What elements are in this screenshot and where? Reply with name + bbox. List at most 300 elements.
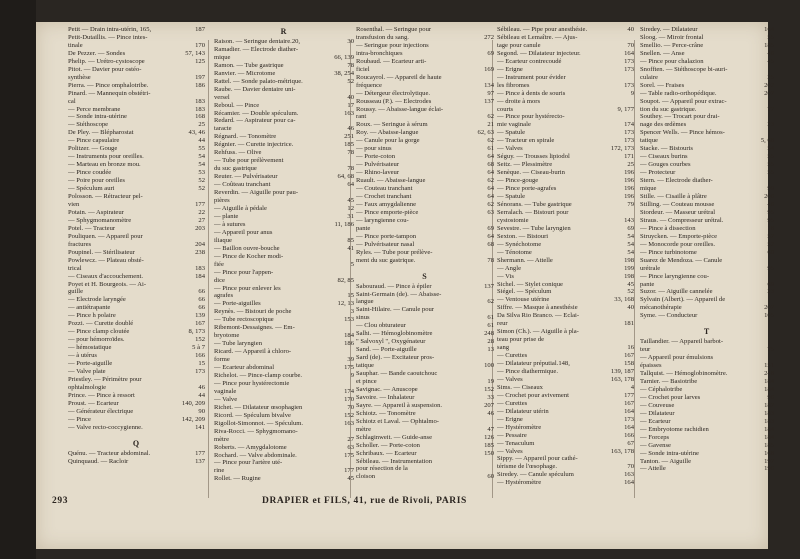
index-entry — [497, 479, 634, 487]
entry-page-ref: 9 — [630, 89, 634, 97]
entry-text: — Ecarteur abdominal — [214, 364, 275, 372]
index-entry — [640, 273, 774, 281]
index-entry — [497, 463, 634, 471]
entry-text: Sébileau. — Pipe pour anesthésie. — [497, 26, 588, 33]
index-entry — [356, 394, 494, 402]
index-entry — [640, 402, 774, 410]
entry-page-ref: 11, 186 — [334, 220, 354, 228]
index-entry — [214, 237, 354, 245]
index-entry — [214, 348, 354, 356]
entry-page-ref: 164 — [624, 423, 634, 431]
entry-text: cystostomie — [497, 216, 529, 224]
entry-page-ref: 69 — [627, 224, 634, 232]
index-entry — [356, 129, 494, 137]
entry-text: — Instruments pour oreilles. — [68, 153, 144, 161]
entry-page-ref: 79 — [627, 200, 634, 208]
entry-text: — Curettes — [497, 399, 528, 407]
index-entry — [497, 66, 634, 74]
entry-text: Stille. — Cisaille à plâtre — [640, 193, 707, 201]
entry-page-ref: 97 — [487, 89, 494, 97]
index-entry — [214, 165, 354, 173]
entry-page-ref: 70 — [627, 463, 634, 471]
index-entry — [214, 324, 354, 332]
entry-text: Ricord. — Spéculum bivalve — [214, 411, 291, 419]
index-entry — [640, 217, 774, 225]
index-entry — [214, 125, 354, 133]
index-entry — [68, 129, 205, 137]
entry-page-ref: 52 — [198, 185, 205, 193]
entry-page-ref: 12 — [347, 204, 354, 212]
entry-page-ref: 96 — [767, 393, 774, 401]
entry-text: — Valve recto-coccygienne. — [68, 423, 143, 431]
index-entry — [214, 149, 354, 157]
entry-text: — antiétrapante — [68, 304, 111, 312]
entry-text: — Hystéromètre — [497, 479, 542, 487]
entry-page-ref: 137 — [484, 97, 494, 105]
entry-page-ref: 25 — [198, 121, 205, 129]
index-entry — [356, 338, 494, 346]
entry-text: Scholler. — Porte-coton — [356, 441, 420, 449]
entry-text: Potel. — Tracteur — [68, 224, 116, 232]
entry-page-ref: 139 — [195, 312, 205, 320]
entry-page-ref: 167 — [624, 399, 634, 407]
index-entry — [356, 322, 494, 330]
entry-text: Raison. — Seringue dentaire.20, — [214, 37, 301, 45]
entry-page-ref: 167 — [624, 352, 634, 360]
entry-page-ref: 152 — [195, 336, 205, 344]
index-entry — [356, 418, 494, 426]
entry-page-ref: 55 — [767, 161, 774, 169]
entry-text: Ramon. — Tube gastrique — [214, 61, 284, 69]
entry-page-ref: 198 — [624, 256, 634, 264]
index-entry — [497, 26, 634, 34]
index-entry — [497, 448, 634, 456]
entry-page-ref: 184 — [764, 425, 774, 433]
index-entry — [68, 193, 205, 201]
entry-text: Poyet et H. Bourgeois. — Ai- — [68, 280, 147, 288]
entry-text: Siredey. — Dilatateur — [640, 26, 698, 33]
entry-text: mètre — [356, 425, 372, 433]
entry-page-ref: 70 — [627, 41, 634, 49]
index-entry — [68, 177, 205, 185]
entry-text: — Gouges courbes — [640, 161, 691, 169]
index-entry — [356, 233, 494, 241]
entry-text: Tallquist. — Hémoglobinomètre. — [640, 370, 728, 378]
entry-text: — Angle — [497, 264, 521, 272]
index-entry — [68, 34, 205, 42]
entry-page-ref: 62 — [487, 200, 494, 208]
index-entry — [356, 386, 494, 394]
index-entry — [68, 106, 205, 114]
index-entry — [356, 26, 494, 34]
index-entry — [214, 197, 354, 205]
entry-text: Sloog. — Miroir frontal — [640, 33, 704, 41]
entry-page-ref: 185 — [484, 441, 494, 449]
index-entry — [356, 434, 494, 442]
entry-page-ref: 184 — [764, 377, 774, 385]
entry-page-ref — [628, 74, 634, 82]
index-entry — [356, 106, 494, 114]
index-entry — [497, 145, 634, 153]
entry-page-ref: 134 — [484, 81, 494, 89]
entry-text: Quénu. — Tracteur abdominal. — [68, 449, 151, 457]
entry-text: sang — [497, 344, 510, 352]
index-entry — [214, 388, 354, 396]
entry-page-ref — [488, 249, 494, 257]
index-entry — [497, 137, 634, 145]
index-entry — [214, 261, 354, 269]
entry-text: — Stéthoscope — [68, 121, 109, 129]
index-entry — [640, 137, 774, 145]
entry-page-ref: 64 — [487, 185, 494, 193]
entry-text: — Spatule — [497, 193, 526, 201]
column-rule — [634, 40, 635, 498]
entry-text: — Perce membrane — [68, 105, 121, 113]
index-entry — [68, 336, 205, 344]
index-entry — [497, 328, 634, 336]
entry-text: Redard. — Aspirateur pour ca- — [214, 117, 296, 125]
index-entry — [68, 424, 205, 432]
entry-page-ref: 202 — [764, 81, 774, 89]
entry-page-ref: 184 — [764, 433, 774, 441]
entry-text: Régnier. — Curette injectrice. — [214, 141, 294, 149]
index-entry — [68, 368, 205, 376]
entry-text: — pour sinus — [356, 145, 392, 153]
entry-page-ref: 186 — [195, 81, 205, 89]
entry-text: Sébileau. — Instrumentation — [356, 457, 432, 465]
index-entry — [640, 450, 774, 458]
entry-page-ref: 78 — [487, 256, 494, 264]
entry-page-ref: 177 — [195, 449, 205, 457]
entry-page-ref: 45 — [627, 280, 634, 288]
entry-text: — Dilatateur préputial.148, — [497, 360, 570, 368]
entry-text: transfusion du sang. — [356, 33, 409, 41]
entry-text: — Couveuse — [640, 401, 675, 409]
entry-page-ref: 33, 168 — [614, 296, 634, 304]
index-entry — [356, 66, 494, 74]
entry-text: Savignac. — Anuscope — [356, 385, 418, 393]
entry-text: — Gavense — [640, 441, 671, 449]
entry-page-ref — [348, 229, 354, 237]
entry-text: — Tenaculum — [497, 439, 535, 447]
index-entry — [356, 169, 494, 177]
entry-page-ref — [199, 34, 205, 42]
index-entry — [640, 209, 774, 217]
entry-text: Stilling. — Couteau mousse — [640, 200, 715, 208]
entry-text: Southey. — Trocart pour drai- — [640, 113, 720, 121]
entry-page-ref: 82, 85 — [337, 276, 354, 284]
entry-text: — à utérus — [68, 352, 97, 360]
index-entry — [68, 304, 205, 312]
entry-text: — Pince capsulaire — [68, 137, 120, 145]
index-entry — [356, 354, 494, 362]
entry-page-ref — [348, 253, 354, 261]
index-entry — [640, 410, 774, 418]
entry-page-ref — [488, 106, 494, 114]
entry-page-ref — [488, 217, 494, 225]
entry-text: Ranvier. — Microtome — [214, 69, 276, 77]
entry-page-ref — [768, 113, 774, 121]
entry-page-ref: 44 — [198, 391, 205, 399]
entry-page-ref: 168 — [195, 113, 205, 121]
entry-text: teau pour prise de — [497, 336, 545, 344]
entry-page-ref: 23 — [767, 121, 774, 129]
entry-page-ref: 54 — [627, 240, 634, 248]
entry-text: guille — [68, 288, 84, 296]
index-entry — [356, 98, 494, 106]
index-entry — [640, 241, 774, 249]
index-entry — [356, 257, 494, 265]
index-entry — [214, 285, 354, 293]
entry-page-ref: 62 — [487, 177, 494, 185]
index-entry — [356, 330, 494, 338]
index-entry — [214, 332, 354, 340]
entry-text: — Pince à dents de souris — [497, 89, 566, 97]
entry-page-ref — [199, 376, 205, 384]
entry-page-ref: 63 — [487, 208, 494, 216]
entry-text: Richet. — Dilatateur œsophagien — [214, 403, 303, 411]
entry-page-ref: 63 — [347, 443, 354, 451]
entry-page-ref: 77 — [767, 105, 774, 113]
entry-page-ref: 196 — [624, 177, 634, 185]
entry-page-ref: 69 — [487, 224, 494, 232]
index-entry — [356, 249, 494, 257]
entry-page-ref — [768, 273, 774, 281]
entry-page-ref: 95 — [767, 216, 774, 224]
index-entry — [68, 312, 205, 320]
entry-text: Stern. — Electrode diather- — [640, 177, 713, 185]
entry-page-ref: 183 — [764, 417, 774, 425]
entry-page-ref: 153 — [344, 316, 354, 324]
entry-page-ref: 45 — [347, 475, 354, 483]
entry-page-ref: 28 — [487, 338, 494, 346]
entry-text: — Pince-gouge — [497, 177, 539, 185]
entry-text: mètre — [214, 435, 230, 443]
entry-text: — Pince pour chalazion — [640, 57, 704, 65]
index-entry — [356, 314, 494, 322]
entry-page-ref: 173 — [624, 129, 634, 137]
entry-text: De Pezzer. — Sondes — [68, 49, 126, 57]
entry-text: — Valve — [214, 395, 238, 403]
entry-page-ref — [348, 285, 354, 293]
index-entry — [214, 94, 354, 102]
entry-text: De Pley. — Blépharostat — [68, 129, 134, 137]
entry-page-ref: 66 — [198, 296, 205, 304]
index-entry — [68, 458, 205, 466]
entry-text: Senèque. — Ciseau-burin — [497, 169, 565, 177]
entry-text: — Table radio-orthopédique. — [640, 89, 717, 97]
entry-text: tatique — [640, 137, 658, 145]
index-entry — [214, 340, 354, 348]
entry-text: Siffre. — Masque à anesthésie — [497, 304, 578, 312]
entry-text: — Synéchotome — [497, 240, 542, 248]
index-entry — [68, 137, 205, 145]
entry-text: Phelip. — Urétro-cystoscope — [68, 57, 145, 65]
entry-text: Raube. — Davier dentaire uni- — [214, 85, 296, 93]
entry-page-ref: 46 — [767, 200, 774, 208]
entry-text: — Valves — [497, 145, 523, 153]
entry-text: forme — [214, 356, 230, 364]
index-entry — [214, 102, 354, 110]
entry-page-ref: 3 — [350, 308, 354, 316]
index-entry — [497, 225, 634, 233]
index-entry — [497, 241, 634, 249]
index-entry — [68, 416, 205, 424]
index-entry — [68, 98, 205, 106]
index-entry — [640, 233, 774, 241]
index-entry — [497, 384, 634, 392]
index-entry — [640, 426, 774, 434]
entry-page-ref: 78 — [347, 149, 354, 157]
entry-page-ref: 62 — [487, 298, 494, 306]
entry-page-ref: 177 — [344, 467, 354, 475]
index-entry — [68, 408, 205, 416]
entry-text: — Appareil pour émulsions — [640, 354, 714, 362]
index-entry — [497, 42, 634, 50]
index-entry — [68, 209, 205, 217]
entry-page-ref: 95 — [767, 264, 774, 272]
index-entry — [356, 58, 494, 66]
index-entry — [640, 346, 774, 354]
index-entry — [214, 46, 354, 54]
entry-text: Sayre. — Appareil à suspension. — [356, 401, 443, 409]
index-entry — [356, 217, 494, 225]
index-entry — [68, 249, 205, 257]
entry-text: Syme. — Conducteur — [640, 312, 698, 320]
entry-text: — Coûteau tranchant — [214, 181, 271, 189]
index-entry — [640, 378, 774, 386]
index-entry — [356, 193, 494, 201]
entry-page-ref: 186 — [344, 340, 354, 348]
entry-text: — Ciseaux d'accouchement. — [68, 272, 143, 280]
entry-text: — Pessaire — [497, 431, 527, 439]
entry-page-ref: 99 — [767, 185, 774, 193]
entry-text: — Clou obturateur — [356, 322, 406, 330]
entry-text: — Ténotome — [497, 248, 532, 256]
entry-text: — Générateur électrique — [68, 407, 134, 415]
index-entry — [214, 54, 354, 62]
entry-page-ref: 5 à 7 — [192, 344, 205, 352]
entry-page-ref — [348, 189, 354, 197]
index-entry — [214, 245, 354, 253]
index-entry — [640, 465, 774, 473]
entry-page-ref — [199, 90, 205, 98]
index-entry — [68, 217, 205, 225]
entry-text: — Monocorde pour oreilles. — [640, 240, 716, 248]
index-entry — [640, 82, 774, 90]
entry-text: Roberts. — Amygdalotome — [214, 443, 287, 451]
entry-page-ref — [628, 98, 634, 106]
index-entry — [68, 153, 205, 161]
entry-text: urétrale — [640, 264, 661, 272]
entry-page-ref: 54 — [198, 153, 205, 161]
entry-text: Sénorans. — Tube gastrique — [497, 200, 572, 208]
entry-page-ref: 31 — [347, 212, 354, 220]
entry-text: — plante — [214, 212, 239, 220]
entry-page-ref — [628, 209, 634, 217]
entry-text: — Erigne — [497, 65, 523, 73]
index-entry — [640, 98, 774, 106]
index-entry — [497, 408, 634, 416]
entry-page-ref: 143 — [624, 216, 634, 224]
index-entry — [68, 392, 205, 400]
entry-text: Taillandier. — Appareil barbot- — [640, 338, 724, 346]
entry-page-ref: 54 — [198, 161, 205, 169]
index-entry — [356, 42, 494, 50]
entry-page-ref — [199, 257, 205, 265]
entry-page-ref: 158 — [624, 360, 634, 368]
index-entry — [497, 74, 634, 82]
index-entry — [68, 257, 205, 265]
entry-page-ref: 66, 139 — [334, 53, 354, 61]
index-entry — [497, 344, 634, 352]
index-entry — [497, 121, 634, 129]
entry-text: Richelot. — Pince-clamp courbe. — [214, 371, 303, 379]
index-entry — [356, 450, 494, 458]
index-entry — [640, 50, 774, 58]
index-entry — [214, 380, 354, 388]
entry-text: Prince. — Pince à ressort — [68, 391, 135, 399]
entry-text: Régnard. — Tonomètre — [214, 133, 277, 141]
entry-page-ref: 150 — [484, 449, 494, 457]
entry-text: — Vis — [497, 272, 514, 280]
index-entry — [640, 169, 774, 177]
entry-page-ref — [488, 26, 494, 34]
entry-page-ref: 175 — [344, 364, 354, 372]
entry-text: Sauphar. — Bande caoutchouc — [356, 370, 438, 378]
index-entry — [68, 241, 205, 249]
index-entry — [68, 273, 205, 281]
entry-page-ref — [348, 269, 354, 277]
entry-text: Segond. — Dilatateur injecteur. — [497, 49, 581, 57]
index-entry — [640, 58, 774, 66]
index-entry — [497, 432, 634, 440]
entry-text: tion du suc gastrique. — [640, 105, 697, 113]
entry-text: Quinquaud. — Racloir — [68, 457, 129, 465]
entry-text: Rattel. — Sonde palato-métrique. — [214, 77, 303, 85]
index-entry — [68, 225, 205, 233]
entry-page-ref: 67 — [627, 439, 634, 447]
entry-text: courts — [497, 105, 514, 113]
index-entry — [497, 312, 634, 320]
index-entry — [640, 296, 774, 304]
index-entry — [214, 396, 354, 404]
entry-page-ref: 139, 187 — [610, 367, 634, 375]
entry-text: — Canule pour la gorge — [356, 137, 420, 145]
entry-text: Da Silva Rio Branco. — Eclai- — [497, 312, 580, 320]
index-entry — [68, 58, 205, 66]
entry-text: — Tube pour prélèvement — [214, 157, 284, 165]
index-entry — [640, 26, 774, 34]
index-entry — [68, 288, 205, 296]
entry-text: mécanothérapie — [640, 304, 682, 312]
entry-page-ref: 172, 173 — [610, 145, 634, 153]
index-entry — [356, 209, 494, 217]
entry-page-ref: 69 — [487, 49, 494, 57]
entry-page-ref: 169 — [484, 65, 494, 73]
index-entry — [68, 121, 205, 129]
index-entry — [214, 269, 354, 277]
entry-page-ref — [768, 257, 774, 265]
entry-text: — Pince porte-agrafes — [497, 185, 557, 193]
index-entry — [214, 372, 354, 380]
index-entry — [68, 320, 205, 328]
entry-page-ref: 64 — [487, 153, 494, 161]
index-entry — [640, 106, 774, 114]
entry-text: " Salvoxyl ", Oxygénateur — [356, 338, 426, 346]
index-entry — [356, 465, 494, 473]
entry-text: ficiel — [356, 65, 370, 73]
